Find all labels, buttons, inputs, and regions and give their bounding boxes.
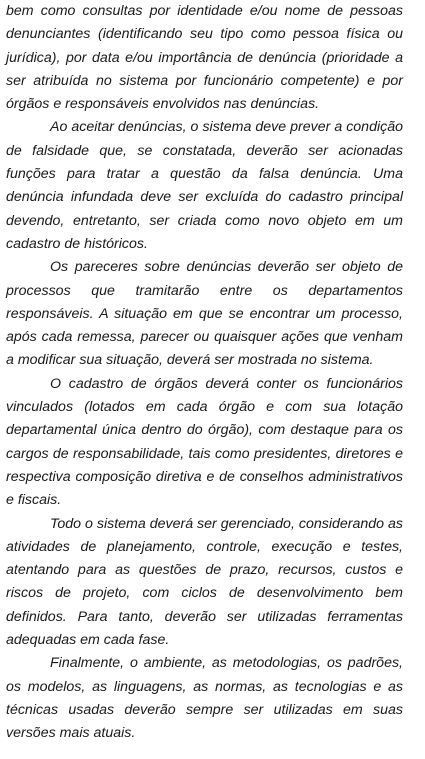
paragraph-processes: Os pareceres sobre denúncias deverão ser objeto de processos que tramitarão entre os departamentos responsáveis. A situação em que se encontrar um processo, após cada remessa, parecer ou quaisquer ações que venham a modificar sua situação, deverá ser mostrada no sistema. (6, 259, 403, 369)
document-body (6, 0, 403, 746)
paragraph-continuation: bem como consultas por identidade e/ou nome de pessoas denunciantes (identificando seu tipo como pessoa física ou jurídica), por data e/ou importância de denúncia (prioridade a ser atribuída no sistema por funcionário competente) e por órgãos e responsáveis envolvidos nas denúncias. (6, 3, 403, 113)
paragraph-false-complaints: Ao aceitar denúncias, o sistema deve prever a condição de falsidade que, se constatada, deverão ser acionadas funções para tratar a questão da falsa denúncia. Uma denúncia infundada deve ser excluída do cadastro principal devendo, entretanto, ser criada como novo objeto em um cadastro de históricos. (6, 119, 403, 252)
paragraph-organs-registry: O cadastro de órgãos deverá conter os funcionários vinculados (lotados em cada órgão e com sua lotação departamental única dentro do órgão), com destaque para os cargos de responsabilidade, tais como presidentes, diretores e respectiva composição diretiva e de conselhos administrativos e fiscais. (6, 375, 403, 509)
paragraph-conclusion: Finalmente, o ambiente, as metodologias, os padrões, os modelos, as linguagens, as normas, as tecnologias e as técnicas usadas deverão sempre ser utilizadas em suas versões mais atuais. (6, 655, 403, 742)
paragraph-project-management: Todo o sistema deverá ser gerenciado, considerando as atividades de planejamento, controle, execução e testes, atentando para as questões de prazo, recursos, custos e riscos de projeto, com ciclos de desenvolvimento bem definidos. Para tanto, deverão ser utilizadas ferramentas adequadas em cada fase. (6, 515, 403, 649)
